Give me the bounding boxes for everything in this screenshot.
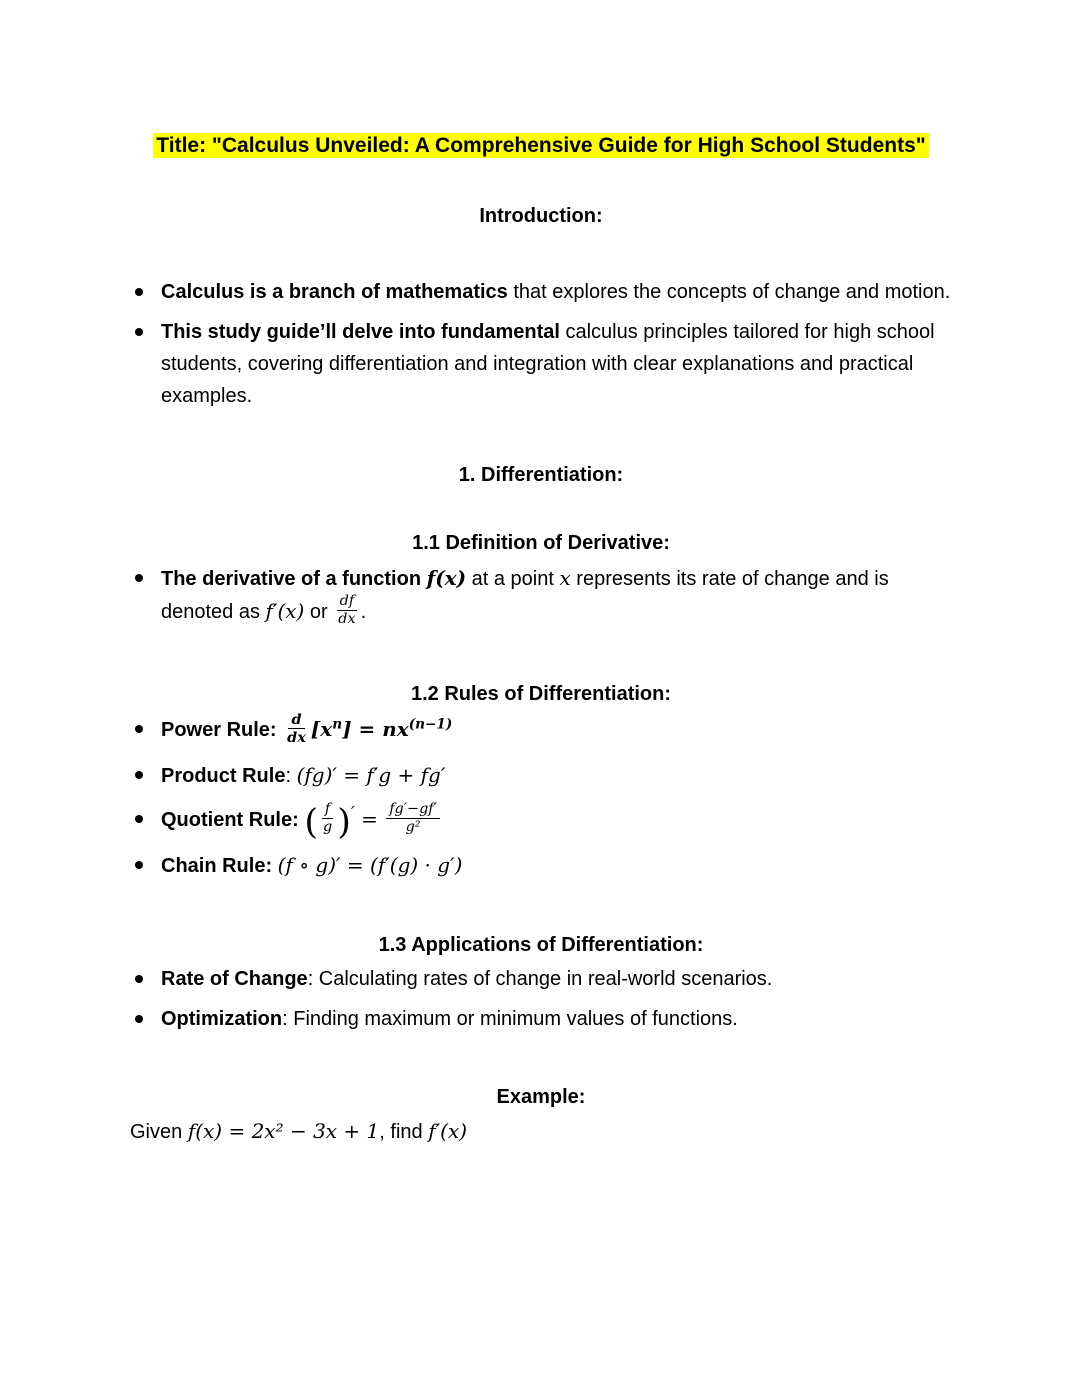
math-inline: f(x) bbox=[426, 565, 467, 590]
rule-label: Chain Rule: bbox=[161, 855, 278, 878]
heading-introduction: Introduction: bbox=[479, 204, 603, 227]
rule-colon: : bbox=[285, 764, 297, 787]
list-item-power-rule bbox=[130, 710, 952, 748]
fraction-denominator: g bbox=[322, 819, 333, 836]
fraction-denominator: g² bbox=[405, 819, 421, 836]
heading-differentiation: 1. Differentiation: bbox=[458, 463, 624, 486]
rule-label: Quotient Rule: bbox=[161, 809, 305, 832]
math-superscript: n bbox=[332, 715, 343, 732]
math-inline: (f ∘ g)′ = (f′(g) · g′) bbox=[277, 853, 463, 878]
math-superscript: (n−1) bbox=[408, 715, 453, 732]
heading-applications: 1.3 Applications of Differentiation: bbox=[378, 933, 704, 956]
bullet-text: at a point bbox=[466, 567, 560, 590]
math-segment: [x bbox=[310, 716, 333, 741]
list-item bbox=[130, 276, 952, 308]
heading-example: Example: bbox=[496, 1085, 586, 1108]
bullet-text: that explores the concepts of change and motion. bbox=[507, 281, 951, 304]
math-fraction-d-dx bbox=[284, 711, 309, 746]
applications-bullet-list bbox=[130, 963, 952, 1035]
example-text: , find bbox=[379, 1121, 429, 1144]
math-fraction-f-g bbox=[320, 801, 335, 836]
fraction-denominator: dx bbox=[287, 728, 306, 746]
equals-sign: = bbox=[354, 807, 385, 832]
bullet-bold-text: The derivative of a function bbox=[161, 567, 427, 590]
fraction-numerator: fg′−gf′ bbox=[386, 801, 440, 819]
document-title: Title: "Calculus Unveiled: A Comprehensive Guide for High School Students" bbox=[153, 133, 928, 158]
list-item bbox=[130, 963, 952, 995]
bullet-text: represents its rate of change and is denoted as bbox=[161, 567, 889, 624]
bullet-text: or bbox=[304, 601, 334, 624]
math-inline bbox=[311, 717, 453, 741]
math-inline: f′(x) bbox=[265, 599, 305, 624]
bullet-text: : Calculating rates of change in real-world scenarios. bbox=[307, 968, 773, 991]
rules-bullet-list bbox=[130, 710, 952, 883]
bullet-bold-text: Calculus is a branch of mathematics bbox=[161, 281, 508, 304]
math-fraction-quotient bbox=[386, 801, 440, 836]
list-item bbox=[130, 562, 952, 631]
list-item bbox=[130, 316, 952, 413]
math-inline: f(x) = 2x² − 3x + 1 bbox=[187, 1119, 380, 1144]
heading-definition-of-derivative: 1.1 Definition of Derivative: bbox=[412, 532, 670, 555]
bullet-bold-text: Rate of Change bbox=[161, 968, 308, 991]
rule-label: Power Rule: bbox=[161, 718, 283, 741]
introduction-bullet-list bbox=[130, 276, 952, 413]
prime-mark: ′ bbox=[350, 803, 355, 824]
rule-label: Product Rule bbox=[161, 764, 286, 787]
fraction-numerator: df bbox=[337, 593, 358, 611]
bullet-text: calculus principles tailored for high school students, covering differentiation and integration with clear explanations and practical examples. bbox=[161, 320, 935, 408]
bullet-text: : Finding maximum or minimum values of functions. bbox=[282, 1007, 738, 1030]
bullet-bold-text: Optimization bbox=[161, 1007, 283, 1030]
math-inline: f′(x) bbox=[428, 1119, 468, 1144]
fraction-denominator: dx bbox=[338, 611, 356, 628]
math-inline: (fg)′ = f′g + fg′ bbox=[296, 762, 446, 787]
math-inline: x bbox=[559, 565, 571, 590]
bullet-bold-text: This study guide’ll delve into fundamental bbox=[161, 320, 560, 343]
open-paren: ( bbox=[304, 802, 318, 843]
math-fraction-df-dx bbox=[335, 593, 358, 628]
list-item bbox=[130, 1003, 952, 1035]
definition-bullet-list bbox=[130, 562, 952, 631]
example-line bbox=[130, 1115, 952, 1148]
list-item-product-rule bbox=[130, 759, 952, 792]
title-block bbox=[141, 126, 941, 166]
fraction-numerator: d bbox=[288, 711, 304, 729]
list-item-chain-rule bbox=[130, 849, 952, 882]
close-paren: ) bbox=[337, 802, 351, 843]
example-text: Given bbox=[130, 1121, 188, 1144]
heading-rules-of-differentiation: 1.2 Rules of Differentiation: bbox=[410, 683, 672, 706]
fraction-numerator: f bbox=[322, 801, 333, 819]
list-item-quotient-rule bbox=[130, 801, 952, 843]
bullet-text: . bbox=[360, 601, 367, 624]
math-segment: ] = nx bbox=[342, 716, 409, 741]
